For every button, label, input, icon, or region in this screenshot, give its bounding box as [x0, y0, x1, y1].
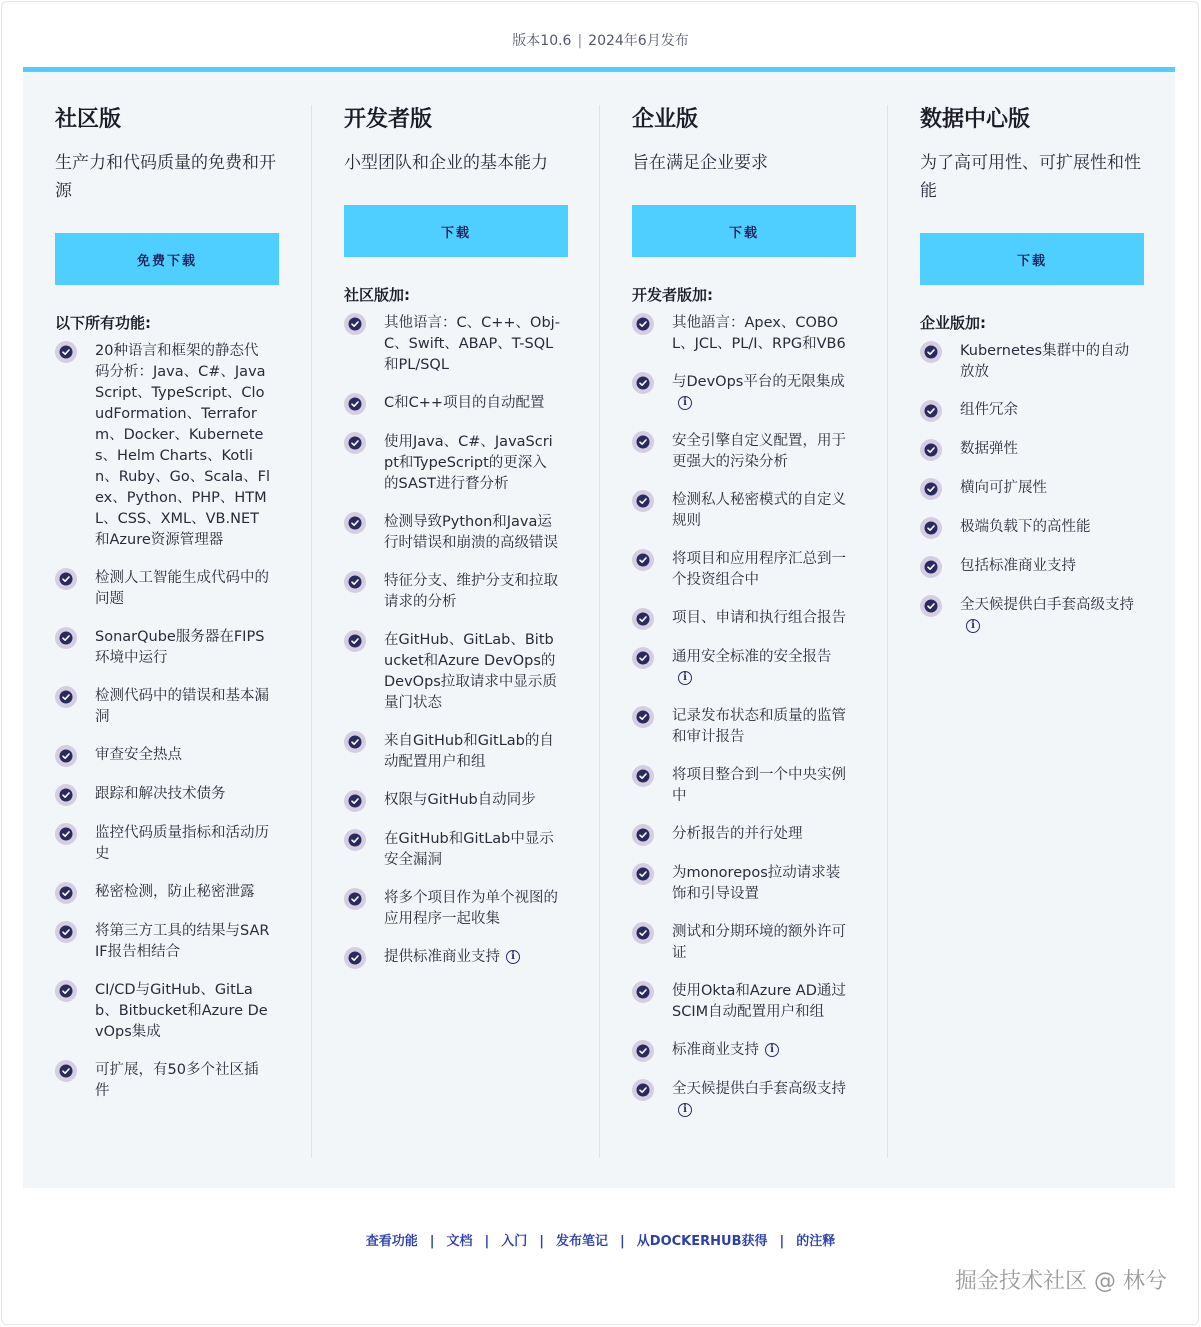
check-circle-icon	[920, 478, 942, 500]
edition-column-enterprise	[599, 105, 887, 1158]
footer-link[interactable]: 文档	[446, 1234, 473, 1249]
feature-text	[384, 512, 560, 554]
feature-label: 检测私人秘密模式的自定义规则	[672, 492, 846, 529]
feature-text	[95, 1060, 271, 1102]
feature-label: 组件冗余	[960, 402, 1018, 418]
feature-text	[672, 372, 848, 414]
feature-item	[55, 341, 279, 551]
check-circle-icon	[632, 313, 654, 335]
feature-text	[384, 571, 560, 613]
feature-text	[672, 706, 848, 748]
feature-text	[960, 478, 1136, 499]
download-button[interactable]: 下载	[344, 205, 568, 257]
check-circle-icon	[920, 439, 942, 461]
check-circle-icon	[55, 1060, 77, 1082]
feature-text	[672, 549, 848, 591]
feature-text	[672, 824, 848, 845]
feature-label: 特征分支、维护分支和拉取请求的分析	[384, 573, 558, 610]
feature-text	[95, 686, 271, 728]
feature-label: 全天候提供白手套高级支持	[960, 597, 1134, 613]
check-circle-icon	[632, 706, 654, 728]
feature-item	[632, 765, 855, 807]
feature-text	[960, 556, 1136, 577]
feature-text	[95, 921, 271, 963]
feature-label: 20种语言和框架的静态代码分析：Java、C#、JavaScript、TypeScript、CloudFormation、Terraform、Docker、Kubernetes、Helm Charts、Kotlin、Ruby、Go、Scala、Flex、Python、PHP、HTML、CSS、XML、VB.NET和Azure资源管理器	[95, 343, 271, 548]
feature-item	[344, 571, 567, 613]
edition-title: 数据中心版	[920, 107, 1031, 132]
feature-item	[632, 490, 855, 532]
download-button[interactable]: 下载	[632, 205, 856, 257]
feature-item	[55, 921, 279, 963]
check-circle-icon	[55, 627, 77, 649]
feature-item	[344, 512, 567, 554]
edition-column-datacenter	[887, 105, 1175, 1158]
feature-item	[920, 400, 1143, 422]
check-circle-icon	[55, 341, 77, 363]
feature-item	[344, 731, 567, 773]
feature-label: 可扩展，有50多个社区插件	[95, 1062, 259, 1099]
feature-section-label: 社区版加:	[344, 286, 410, 304]
feature-label: 将项目整合到一个中央实例中	[672, 767, 846, 804]
feature-item	[344, 630, 567, 714]
feature-item	[344, 790, 567, 812]
feature-text	[672, 313, 848, 355]
feature-text	[384, 630, 560, 714]
feature-text	[960, 400, 1136, 421]
footer-link[interactable]: 从DOCKERHUB获得	[636, 1234, 768, 1249]
feature-item	[920, 439, 1143, 461]
feature-label: 在GitHub、GitLab、Bitbucket和Azure DevOps的DevOps拉取请求中显示质量门状态	[384, 632, 557, 711]
feature-text	[672, 647, 848, 689]
feature-text	[384, 731, 560, 773]
feature-label: 标准商业支持	[672, 1042, 759, 1058]
feature-item	[632, 863, 855, 905]
feature-text	[95, 882, 271, 903]
check-circle-icon	[55, 823, 77, 845]
feature-label: 测试和分期环境的额外许可证	[672, 924, 846, 961]
feature-item	[344, 947, 567, 969]
feature-item	[632, 608, 855, 630]
info-icon[interactable]: i	[678, 1103, 692, 1117]
feature-text	[672, 922, 848, 964]
feature-text	[95, 784, 271, 805]
feature-text	[960, 595, 1136, 637]
feature-text	[95, 568, 271, 610]
check-circle-icon	[344, 888, 366, 910]
check-circle-icon	[632, 824, 654, 846]
check-circle-icon	[55, 745, 77, 767]
check-circle-icon	[920, 556, 942, 578]
check-circle-icon	[632, 608, 654, 630]
check-circle-icon	[920, 341, 942, 363]
feature-text	[95, 745, 271, 766]
feature-item	[55, 882, 279, 904]
feature-label: 安全引擎自定义配置，用于更强大的污染分析	[672, 433, 846, 470]
editions-panel	[23, 67, 1175, 1188]
check-circle-icon	[344, 432, 366, 454]
info-icon[interactable]: i	[765, 1043, 779, 1057]
footer-separator: |	[620, 1234, 625, 1249]
feature-list	[920, 341, 1143, 637]
footer-link[interactable]: 入门	[501, 1234, 528, 1249]
feature-label: 提供标准商业支持	[384, 949, 500, 965]
feature-label: 监控代码质量指标和活动历史	[95, 825, 269, 862]
feature-item	[55, 568, 279, 610]
feature-item	[344, 888, 567, 930]
check-circle-icon	[344, 947, 366, 969]
edition-subtitle: 生产力和代码质量的免费和开源	[55, 153, 276, 201]
check-circle-icon	[55, 686, 77, 708]
feature-text	[384, 947, 560, 968]
feature-label: 检测导致Python和Java运行时错误和崩溃的高级错误	[384, 514, 558, 551]
feature-label: 项目、申请和执行组合报告	[672, 610, 846, 626]
footer-link[interactable]: 查看功能	[365, 1234, 418, 1249]
feature-list	[55, 341, 279, 1102]
footer-separator: |	[484, 1234, 490, 1249]
feature-label: 分析报告的并行处理	[672, 826, 803, 842]
check-circle-icon	[632, 372, 654, 394]
feature-label: CI/CD与GitHub、GitLab、Bitbucket和Azure DevOps集成	[95, 982, 268, 1040]
feature-item	[632, 981, 855, 1023]
feature-item	[632, 1040, 855, 1062]
feature-item	[632, 431, 855, 473]
feature-label: 将多个项目作为单个视图的应用程序一起收集	[384, 890, 558, 927]
feature-list	[344, 313, 567, 969]
feature-item	[344, 393, 567, 415]
feature-text	[95, 980, 271, 1043]
edition-subtitle: 小型团队和企业的基本能力	[344, 153, 548, 173]
check-circle-icon	[632, 549, 654, 571]
check-circle-icon	[920, 595, 942, 617]
feature-item	[920, 478, 1143, 500]
feature-label: 数据弹性	[960, 441, 1018, 457]
check-circle-icon	[344, 313, 366, 335]
feature-label: 将第三方工具的结果与SARIF报告相结合	[95, 923, 270, 960]
feature-text	[672, 431, 848, 473]
info-icon[interactable]: i	[966, 619, 980, 633]
feature-section-label: 开发者版加:	[632, 286, 713, 304]
feature-label: C和C++项目的自动配置	[384, 395, 545, 411]
feature-item	[632, 549, 855, 591]
feature-label: 跟踪和解决技术债务	[95, 786, 226, 802]
footer-link[interactable]: 的注释	[796, 1234, 836, 1249]
feature-text	[384, 790, 560, 811]
check-circle-icon	[632, 1079, 654, 1101]
feature-item	[344, 313, 567, 376]
check-circle-icon	[632, 490, 654, 512]
feature-item	[344, 829, 567, 871]
feature-text	[672, 981, 848, 1023]
feature-text	[95, 341, 271, 551]
feature-label: 全天候提供白手套高级支持	[672, 1081, 846, 1097]
check-circle-icon	[632, 1040, 654, 1062]
feature-text	[672, 1079, 848, 1121]
edition-subtitle: 旨在满足企业要求	[632, 153, 768, 173]
feature-label: 将项目和应用程序汇总到一个投资组合中	[672, 551, 846, 588]
check-circle-icon	[632, 765, 654, 787]
check-circle-icon	[632, 863, 654, 885]
info-icon[interactable]: i	[678, 671, 692, 685]
feature-item	[632, 706, 855, 748]
feature-item	[344, 432, 567, 495]
check-circle-icon	[55, 784, 77, 806]
check-circle-icon	[55, 568, 77, 590]
feature-item	[632, 1079, 855, 1121]
feature-text	[384, 432, 560, 495]
feature-text	[672, 765, 848, 807]
edition-title: 企业版	[632, 107, 699, 132]
version-separator: |	[577, 33, 583, 49]
feature-text	[384, 313, 560, 376]
check-circle-icon	[920, 517, 942, 539]
feature-section-label: 企业版加:	[920, 314, 986, 332]
feature-text	[384, 393, 560, 414]
feature-item	[632, 313, 855, 355]
edition-title: 社区版	[55, 107, 122, 132]
check-circle-icon	[344, 393, 366, 415]
feature-label: 权限与GitHub自动同步	[384, 792, 536, 808]
check-circle-icon	[344, 512, 366, 534]
feature-text	[95, 627, 271, 669]
check-circle-icon	[632, 647, 654, 669]
version-line	[0, 30, 1201, 50]
check-circle-icon	[344, 571, 366, 593]
feature-item	[632, 824, 855, 846]
feature-item	[632, 647, 855, 689]
feature-item	[920, 595, 1143, 637]
release-date: 2024年6月发布	[588, 33, 689, 49]
feature-label: Kubernetes集群中的自动放放	[960, 343, 1130, 380]
check-circle-icon	[344, 630, 366, 652]
feature-text	[960, 439, 1136, 460]
feature-label: 横向可扩展性	[960, 480, 1047, 496]
edition-column-developer	[311, 105, 599, 1158]
feature-label: 在GitHub和GitLab中显示安全漏洞	[384, 831, 554, 868]
check-circle-icon	[920, 400, 942, 422]
check-circle-icon	[55, 882, 77, 904]
check-circle-icon	[344, 731, 366, 753]
feature-label: 来自GitHub和GitLab的自动配置用户和组	[384, 733, 554, 770]
edition-title: 开发者版	[344, 107, 433, 132]
feature-label: 与DevOps平台的无限集成	[672, 374, 845, 390]
download-button[interactable]: 免费下载	[55, 233, 279, 285]
feature-label: 审查安全热点	[95, 747, 182, 763]
feature-item	[55, 1060, 279, 1102]
feature-text	[960, 517, 1136, 538]
check-circle-icon	[632, 981, 654, 1003]
feature-label: 其他语言：C、C++、Obj-C、Swift、ABAP、T-SQL和PL/SQL	[384, 315, 560, 373]
feature-label: 通用安全标准的安全报告	[672, 649, 832, 665]
check-circle-icon	[344, 790, 366, 812]
feature-text	[95, 823, 271, 865]
feature-list	[632, 313, 855, 1121]
feature-label: 记录发布状态和质量的监管和审计报告	[672, 708, 846, 745]
feature-label: 使用Okta和Azure AD通过SCIM自动配置用户和组	[672, 983, 846, 1020]
footer-separator: |	[429, 1234, 435, 1249]
feature-label: 极端负载下的高性能	[960, 519, 1091, 535]
feature-text	[384, 829, 560, 871]
edition-column-community	[23, 105, 311, 1119]
feature-item	[920, 517, 1143, 539]
feature-label: 为monorepos拉动请求装饰和引导设置	[672, 865, 841, 902]
feature-text	[672, 863, 848, 905]
feature-item	[632, 922, 855, 964]
feature-text	[672, 608, 848, 629]
feature-item	[55, 980, 279, 1043]
check-circle-icon	[55, 921, 77, 943]
check-circle-icon	[55, 980, 77, 1002]
info-icon[interactable]: i	[678, 396, 692, 410]
feature-label: 包括标准商业支持	[960, 558, 1076, 574]
check-circle-icon	[632, 922, 654, 944]
feature-label: 使用Java、C#、JavaScript和TypeScript的更深入的SAST进行瞀分析	[384, 434, 553, 492]
feature-item	[920, 556, 1143, 578]
feature-item	[55, 745, 279, 767]
check-circle-icon	[344, 829, 366, 851]
feature-item	[632, 372, 855, 414]
feature-text	[672, 1040, 848, 1061]
feature-item	[55, 627, 279, 669]
feature-item	[920, 341, 1143, 383]
info-icon[interactable]: i	[506, 950, 520, 964]
feature-label: 检测代码中的错误和基本漏洞	[95, 688, 269, 725]
download-button[interactable]: 下载	[920, 233, 1144, 285]
feature-text	[960, 341, 1136, 383]
check-circle-icon	[632, 431, 654, 453]
feature-label: SonarQube服务器在FIPS环境中运行	[95, 629, 265, 666]
feature-section-label: 以下所有功能:	[55, 314, 151, 332]
feature-item	[55, 784, 279, 806]
footer-separator: |	[779, 1234, 785, 1249]
feature-text	[672, 490, 848, 532]
feature-label: 其他語言：Apex、COBOL、JCL、PL/I、RPG和VB6	[672, 315, 846, 352]
feature-item	[55, 686, 279, 728]
version-number: 版本10.6	[512, 33, 572, 49]
feature-text	[384, 888, 560, 930]
feature-item	[55, 823, 279, 865]
watermark: 掘金技术社区 @ 林兮	[955, 1269, 1167, 1294]
feature-label: 秘密检测，防止秘密泄露	[95, 884, 255, 900]
footer-link[interactable]: 发布笔记	[556, 1234, 609, 1249]
footer-links	[0, 1230, 1201, 1249]
edition-subtitle: 为了高可用性、可扩展性和性能	[920, 153, 1141, 201]
footer-separator: |	[539, 1234, 545, 1249]
feature-label: 检测人工智能生成代码中的问题	[95, 570, 269, 607]
